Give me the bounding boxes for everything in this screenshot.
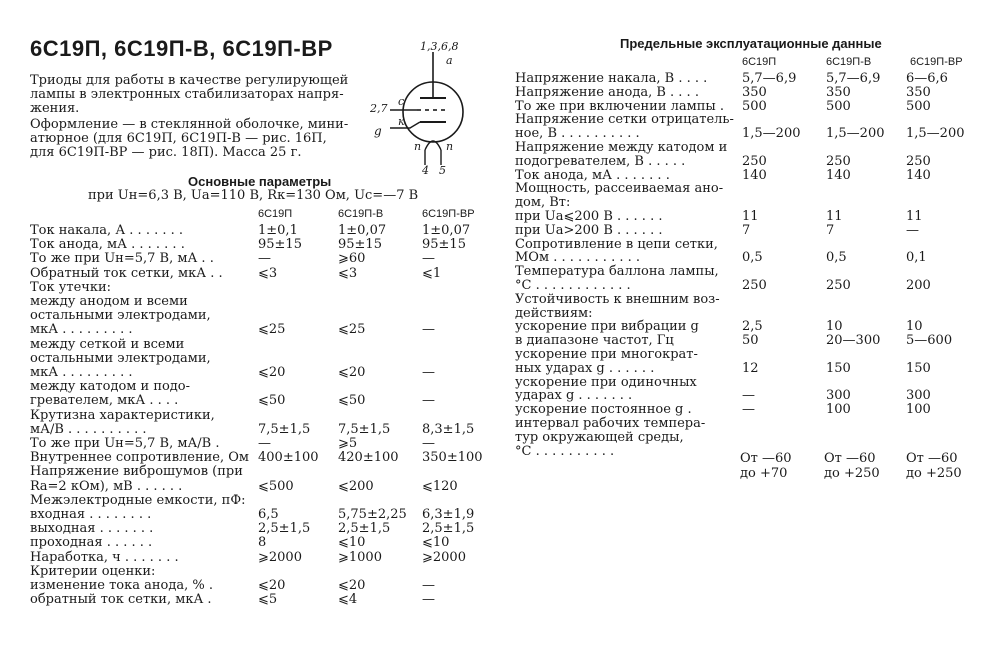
row-label: в диапазоне частот, Гц [515, 333, 674, 349]
value-cell: ⩽3 [338, 265, 358, 281]
value-cell: ⩽500 [258, 478, 294, 494]
row-label: изменение тока анода, % . [30, 578, 213, 593]
row-label: ускорение при одиночных [515, 374, 697, 390]
value-cell: ⩽200 [338, 478, 374, 494]
row-label: Внутреннее сопротивление, Ом [30, 450, 250, 466]
value-cell: 7,5±1,5 [258, 421, 311, 437]
row-label: ное, В . . . . . . . . . . [515, 126, 640, 142]
row-label: ударах g . . . . . . . [515, 388, 633, 404]
row-label: Напряжение анода, В . . . . [515, 84, 699, 100]
pin-label-left: 2,7 [370, 102, 388, 115]
row-label: между анодом и всеми [30, 294, 188, 309]
row-label: °С . . . . . . . . . . [515, 443, 615, 459]
row-label: мкА . . . . . . . . . [30, 365, 133, 380]
row-label: гревателем, мкА . . . . [30, 393, 179, 409]
right-col-header: 6С19П [742, 56, 777, 68]
value-cell: ⩽10 [422, 535, 450, 551]
row-label: Напряжение накала, В . . . . [515, 71, 708, 86]
value-cell: 500 [826, 98, 851, 114]
value-cell: 2,5 [742, 319, 763, 335]
value-cell: 250 [906, 153, 931, 169]
value-cell: 6—6,6 [906, 71, 948, 86]
row-label: ускорение при многократ- [515, 347, 698, 362]
value-cell: ⩽20 [258, 578, 286, 593]
value-cell: 11 [742, 209, 759, 224]
row-label: Обратный ток сетки, мкА . . [30, 265, 223, 281]
value-cell: 20—300 [826, 333, 881, 349]
value-cell: — [422, 578, 435, 593]
value-cell: 8,3±1,5 [422, 421, 475, 437]
row-label: выходная . . . . . . . [30, 521, 154, 537]
temp-range-cell: От —60 [824, 451, 876, 466]
row-label: при Uа⩽200 В . . . . . . [515, 209, 663, 224]
value-cell: ⩽20 [258, 365, 286, 380]
value-cell: 150 [906, 360, 931, 376]
pin-label-5: 5 [439, 164, 446, 177]
value-cell: ⩾5 [338, 436, 358, 451]
right-col-header: 6С19П-ВР [910, 56, 963, 68]
left-col-header: 6С19П-В [338, 208, 384, 220]
value-cell: ⩽3 [258, 265, 278, 281]
value-cell: — [422, 436, 435, 451]
value-cell: 500 [906, 98, 931, 114]
pin-label-top: 1,3,6,8 [420, 40, 459, 53]
row-label: между катодом и подо- [30, 379, 191, 395]
intro-line: атюрное (для 6С19П, 6С19П-В — рис. 16П, [30, 131, 327, 146]
value-cell: ⩾2000 [422, 549, 466, 565]
value-cell: 95±15 [258, 237, 302, 253]
temp-range-cell: до +70 [740, 466, 788, 481]
value-cell: ⩽1 [422, 265, 442, 281]
value-cell: — [742, 402, 755, 418]
value-cell: 1±0,1 [258, 223, 298, 238]
row-label: Наработка, ч . . . . . . . [30, 549, 179, 565]
value-cell: 0,1 [906, 250, 927, 266]
value-cell: 6,3±1,9 [422, 507, 475, 522]
row-label: Ток накала, А . . . . . . . [30, 223, 184, 238]
value-cell: — [422, 322, 435, 338]
value-cell: — [906, 222, 919, 238]
row-label: Ток утечки: [30, 279, 112, 295]
row-label: мА/В . . . . . . . . . . [30, 421, 147, 437]
value-cell: 1,5—200 [826, 126, 885, 142]
value-cell: 250 [742, 278, 767, 293]
test-conditions: при Uн=6,3 В, Uа=110 В, Rк=130 Ом, Uс=—7 В [88, 188, 419, 203]
value-cell: ⩽4 [338, 592, 358, 608]
value-cell: 8 [258, 535, 267, 551]
row-label: интервал рабочих темпера- [515, 416, 706, 431]
value-cell: 12 [742, 360, 759, 376]
main-params-heading: Основные параметры [188, 174, 332, 189]
value-cell: 95±15 [338, 237, 382, 253]
value-cell: ⩽10 [338, 535, 366, 551]
temp-range-cell: От —60 [740, 451, 792, 466]
value-cell: 150 [826, 360, 851, 376]
value-cell: 420±100 [338, 450, 399, 466]
value-cell: 2,5±1,5 [258, 521, 311, 537]
row-label: То же при Uн=5,7 В, мА . . [30, 251, 214, 267]
value-cell: ⩽120 [422, 478, 458, 494]
grid-label: с [398, 95, 405, 108]
row-label: То же при включении лампы . [515, 98, 725, 114]
row-label: подогревателем, В . . . . . [515, 153, 686, 169]
row-label: Устойчивость к внешним воз- [515, 291, 720, 307]
pin-label-4: 4 [422, 164, 429, 177]
value-cell: 350±100 [422, 450, 483, 466]
value-cell: 6,5 [258, 507, 279, 522]
triode-schematic [370, 40, 480, 180]
value-cell: 5,75±2,25 [338, 507, 407, 522]
value-cell: 400±100 [258, 450, 319, 466]
temp-range-cell: до +250 [824, 466, 880, 481]
row-label: входная . . . . . . . . [30, 507, 152, 522]
value-cell: 95±15 [422, 237, 466, 253]
value-cell: 11 [826, 209, 843, 224]
value-cell: 7 [826, 222, 835, 238]
value-cell: 1,5—200 [906, 126, 965, 142]
value-cell: 7,5±1,5 [338, 421, 391, 437]
row-label: проходная . . . . . . [30, 535, 153, 551]
value-cell: 10 [826, 319, 843, 335]
value-cell: 140 [826, 167, 851, 183]
g-label: g [374, 124, 382, 138]
value-cell: 140 [742, 167, 767, 183]
value-cell: ⩽50 [338, 393, 366, 409]
value-cell: 0,5 [826, 250, 847, 266]
heater-label: п [414, 140, 422, 153]
value-cell: ⩽20 [338, 365, 366, 380]
row-label: дом, Вт: [515, 195, 571, 211]
value-cell: 300 [906, 388, 931, 404]
row-label: Мощность, рассеиваемая ано- [515, 181, 724, 197]
value-cell: 7 [742, 222, 751, 238]
row-label: остальными электродами, [30, 308, 211, 324]
value-cell: 10 [906, 319, 923, 335]
value-cell: ⩾60 [338, 251, 366, 267]
intro-line: Оформление — в стеклянной оболочке, мини- [30, 117, 349, 132]
intro-line: Триоды для работы в качестве регулирующей [30, 73, 349, 88]
value-cell: 2,5±1,5 [338, 521, 391, 537]
row-label: мкА . . . . . . . . . [30, 322, 133, 338]
value-cell: 200 [906, 278, 931, 293]
row-label: тур окружающей среды, [515, 429, 684, 445]
limits-heading: Предельные эксплуатационные данные [620, 36, 882, 51]
value-cell: ⩽25 [258, 322, 286, 338]
intro-line: жения. [30, 101, 80, 116]
value-cell: 1±0,07 [338, 223, 387, 238]
value-cell: — [422, 365, 435, 380]
row-label: Напряжение сетки отрицатель- [515, 112, 734, 128]
value-cell: 100 [906, 402, 931, 418]
value-cell: 250 [742, 153, 767, 169]
cathode-label: к [398, 115, 405, 128]
row-label: Rа=2 кОм), мВ . . . . . . [30, 478, 183, 494]
value-cell: 140 [906, 167, 931, 183]
row-label: ускорение при вибрации g [515, 319, 699, 335]
left-col-header: 6С19П-ВР [422, 208, 475, 220]
row-label: Температура баллона лампы, [515, 264, 719, 280]
value-cell: ⩾2000 [258, 549, 302, 565]
row-label: при Uа>200 В . . . . . . [515, 222, 663, 238]
row-label: между сеткой и всеми [30, 336, 185, 352]
value-cell: 50 [742, 333, 759, 349]
value-cell: ⩽25 [338, 322, 366, 338]
row-label: ускорение постоянное g . [515, 402, 692, 418]
row-label: остальными электродами, [30, 350, 211, 366]
value-cell: 5,7—6,9 [826, 71, 881, 86]
row-label: Крутизна характеристики, [30, 407, 215, 423]
value-cell: — [258, 436, 271, 451]
value-cell: 0,5 [742, 250, 763, 266]
value-cell: ⩾1000 [338, 549, 382, 565]
temp-range-cell: до +250 [906, 466, 962, 481]
value-cell: 2,5±1,5 [422, 521, 475, 537]
row-label: обратный ток сетки, мкА . [30, 592, 212, 608]
heater-label: п [446, 140, 454, 153]
value-cell: 1,5—200 [742, 126, 801, 142]
value-cell: — [422, 251, 435, 267]
value-cell: 1±0,07 [422, 223, 471, 238]
row-label: Ток анода, мА . . . . . . . [30, 237, 185, 253]
value-cell: 350 [742, 84, 767, 100]
page-title: 6С19П, 6С19П-В, 6С19П-ВР [30, 36, 333, 61]
temp-range-cell: От —60 [906, 451, 958, 466]
value-cell: 100 [826, 402, 851, 418]
row-label: Критерии оценки: [30, 563, 156, 579]
value-cell: 350 [906, 84, 931, 100]
value-cell: 5—600 [906, 333, 953, 349]
row-label: °С . . . . . . . . . . . . [515, 278, 631, 293]
value-cell: ⩽50 [258, 393, 286, 409]
row-label: ных ударах g . . . . . . [515, 360, 655, 376]
anode-label: а [446, 54, 453, 67]
intro-line: для 6С19П-ВР — рис. 18П). Масса 25 г. [30, 145, 302, 160]
value-cell: 11 [906, 209, 923, 224]
value-cell: 5,7—6,9 [742, 71, 797, 86]
row-label: Ток анода, мА . . . . . . . [515, 167, 670, 183]
value-cell: ⩽5 [258, 592, 278, 608]
row-label: действиям: [515, 305, 593, 321]
value-cell: 250 [826, 153, 851, 169]
right-col-header: 6С19П-В [826, 56, 872, 68]
value-cell: 350 [826, 84, 851, 100]
value-cell: ⩽20 [338, 578, 366, 593]
value-cell: — [742, 388, 755, 404]
row-label: То же при Uн=5,7 В, мА/В . [30, 436, 220, 451]
row-label: Напряжение виброшумов (при [30, 464, 243, 480]
value-cell: — [422, 393, 435, 409]
value-cell: — [258, 251, 271, 267]
row-label: МОм . . . . . . . . . . . [515, 250, 640, 266]
value-cell: — [422, 592, 435, 608]
intro-line: лампы в электронных стабилизаторах напря- [30, 87, 344, 102]
value-cell: 300 [826, 388, 851, 404]
value-cell: 500 [742, 98, 767, 114]
row-label: Межэлектродные емкости, пФ: [30, 492, 246, 508]
row-label: Напряжение между катодом и [515, 140, 728, 155]
row-label: Сопротивление в цепи сетки, [515, 236, 718, 252]
left-col-header: 6С19П [258, 208, 293, 220]
value-cell: 250 [826, 278, 851, 293]
